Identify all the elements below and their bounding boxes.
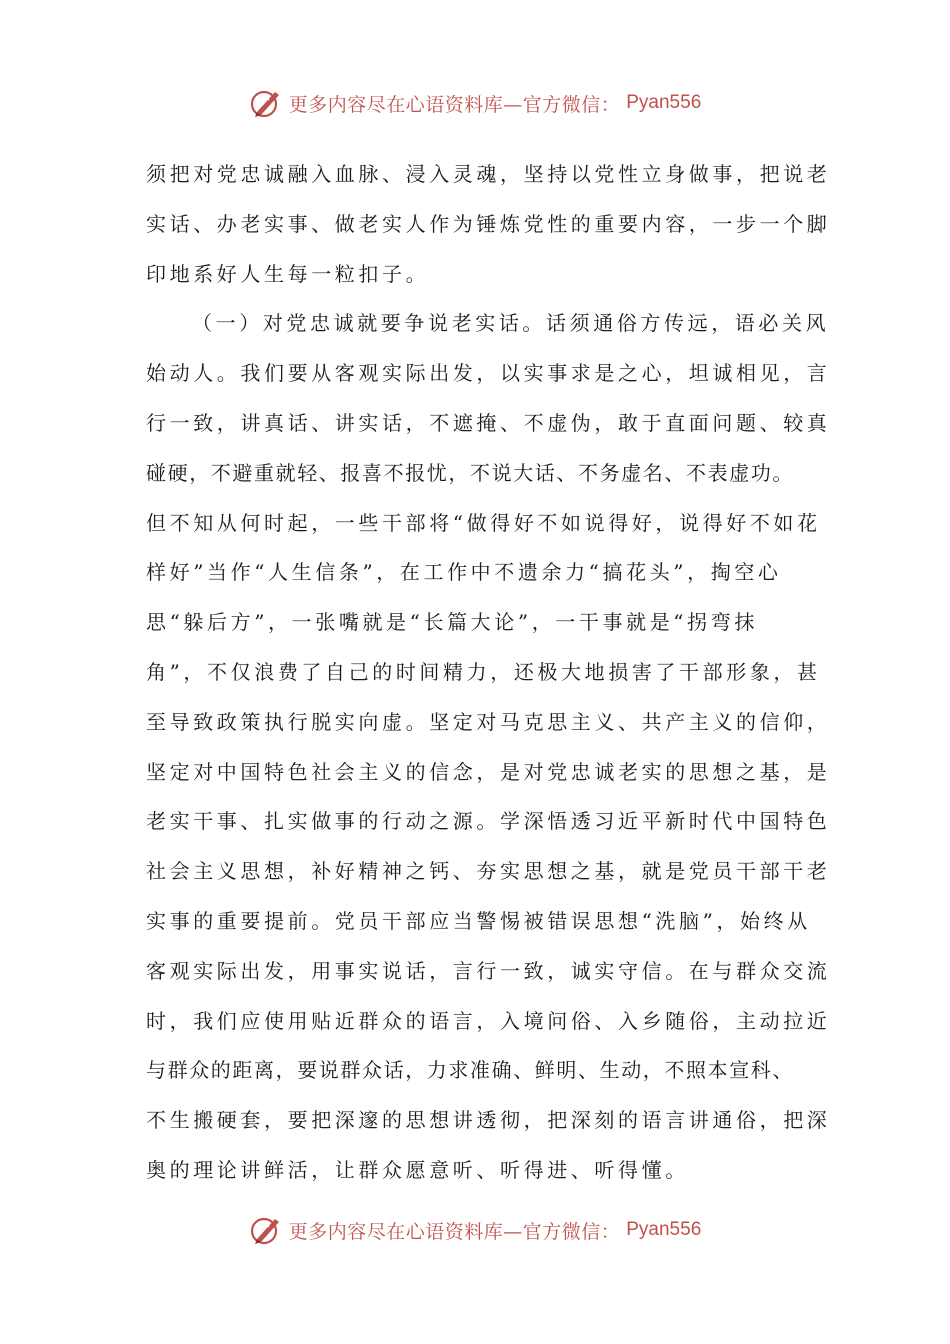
banner-wechat-id: Pyan556 bbox=[626, 1219, 702, 1240]
text-line: 坚定对中国特色社会主义的信念，是对党忠诚老实的思想之基，是 bbox=[146, 759, 831, 784]
footer-watermark-banner bbox=[0, 1210, 950, 1250]
text-line: 实事的重要提前。党员干部应当警惕被错误思想“洗脑”，始终从 bbox=[146, 908, 811, 933]
text-line: 客观实际出发，用事实说话，言行一致，诚实守信。在与群众交流 bbox=[146, 958, 831, 983]
text-line: 样好”当作“人生信条”，在工作中不遗余力“搞花头”，掏空心 bbox=[146, 560, 782, 585]
pen-logo-icon bbox=[249, 86, 283, 120]
text-line: 至导致政策执行脱实向虚。坚定对马克思主义、共产主义的信仰， bbox=[146, 709, 831, 734]
text-line: 社会主义思想，补好精神之钙、夯实思想之基，就是党员干部干老 bbox=[146, 859, 831, 884]
paragraph-section-one bbox=[146, 299, 831, 1195]
text-line: 奥的理论讲鲜活，让群众愿意听、听得进、听得懂。 bbox=[146, 1157, 689, 1182]
text-line: 始动人。我们要从客观实际出发，以实事求是之心，坦诚相见，言 bbox=[146, 361, 831, 386]
paragraph-continuation bbox=[146, 150, 831, 299]
text-line: 须把对党忠诚融入血脉、浸入灵魂，坚持以党性立身做事，把说老 bbox=[146, 162, 831, 186]
pen-logo-icon bbox=[249, 1213, 283, 1247]
text-line: 印地系好人生每一粒扣子。 bbox=[146, 261, 430, 286]
header-watermark-banner bbox=[0, 83, 950, 123]
text-line: 角”，不仅浪费了自己的时间精力，还极大地损害了干部形象，甚 bbox=[146, 659, 821, 684]
text-line: 但不知从何时起，一些干部将“做得好不如说得好，说得好不如花 bbox=[146, 510, 821, 535]
banner-wechat-id: Pyan556 bbox=[626, 92, 702, 113]
text-line-indented: （一）对党忠诚就要争说老实话。话须通俗方传远，语必关风 bbox=[192, 311, 830, 336]
text-line: 老实干事、扎实做事的行动之源。学深悟透习近平新时代中国特色 bbox=[146, 809, 831, 834]
text-line: 时，我们应使用贴近群众的语言，入境问俗、入乡随俗，主动拉近 bbox=[146, 1008, 831, 1033]
text-line: 与群众的距离，要说群众话，力求准确、鲜明、生动，不照本宣科、 bbox=[146, 1058, 794, 1083]
text-line: 碰硬，不避重就轻、报喜不报忧，不说大话、不务虚名、不表虚功。 bbox=[146, 460, 794, 485]
banner-text: 更多内容尽在心语资料库—官方微信： bbox=[288, 93, 621, 116]
text-line: 行一致，讲真话、讲实话，不遮掩、不虚伪，敢于直面问题、较真 bbox=[146, 410, 831, 435]
text-line: 实话、办老实事、做老实人作为锤炼党性的重要内容，一步一个脚 bbox=[146, 211, 831, 236]
text-line: 思“躲后方”，一张嘴就是“长篇大论”，一干事就是“拐弯抹 bbox=[146, 610, 758, 635]
document-body bbox=[146, 150, 831, 1196]
banner-text: 更多内容尽在心语资料库—官方微信： bbox=[288, 1220, 621, 1243]
text-line: 不生搬硬套，要把深邃的思想讲透彻，把深刻的语言讲通俗，把深 bbox=[146, 1108, 831, 1133]
